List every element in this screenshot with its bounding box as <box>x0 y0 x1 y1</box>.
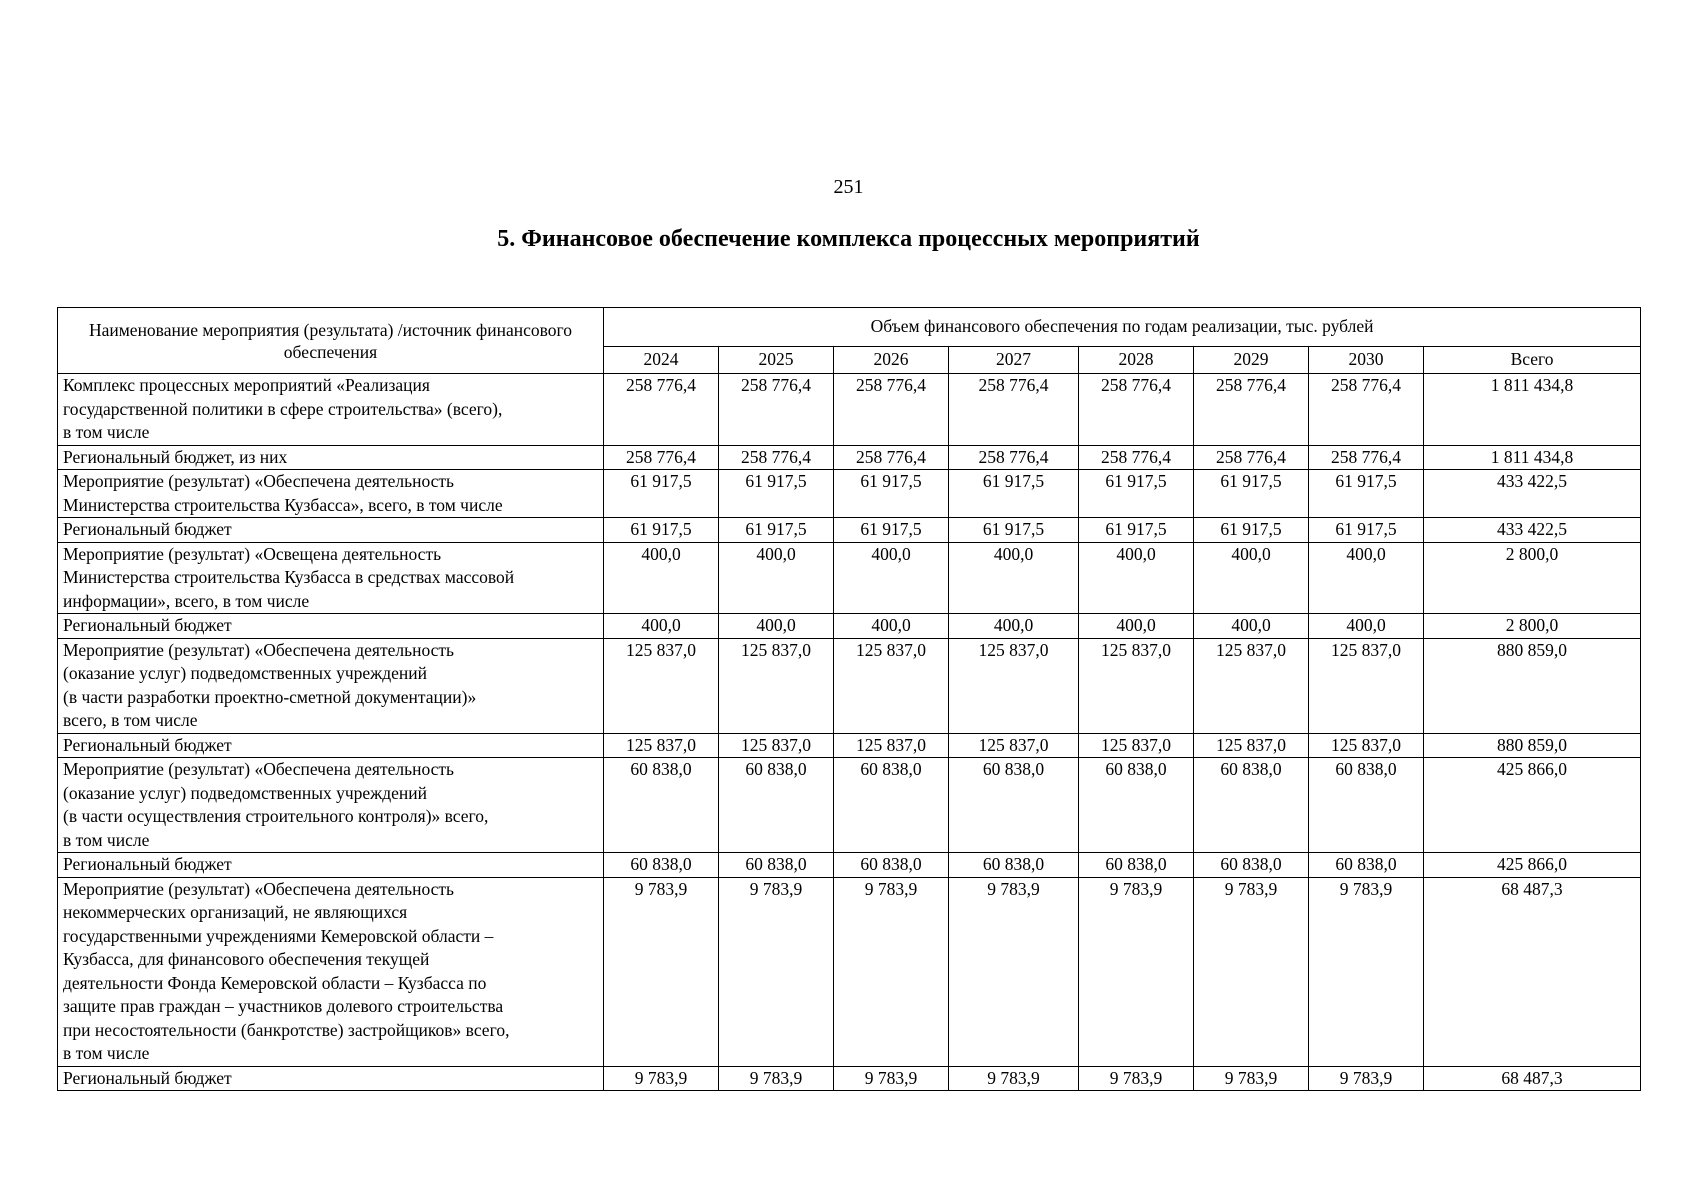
year-value-cell: 258 776,4 <box>604 445 719 470</box>
year-value-cell: 400,0 <box>1079 542 1194 614</box>
row-name-cell: Мероприятие (результат) «Обеспечена деятельность (оказание услуг) подведомственных учреждений (в части осуществления строительного контроля)» всего, в том числе <box>58 758 604 853</box>
table-row <box>58 1066 1641 1091</box>
name-column-header: Наименование мероприятия (результата) /источник финансового обеспечения <box>58 308 604 374</box>
total-value-cell: 2 800,0 <box>1424 542 1641 614</box>
year-value-cell: 9 783,9 <box>949 1066 1079 1091</box>
year-value-cell: 60 838,0 <box>834 853 949 878</box>
year-value-cell: 9 783,9 <box>1079 1066 1194 1091</box>
year-value-cell: 9 783,9 <box>1194 877 1309 1066</box>
year-value-cell: 9 783,9 <box>1079 877 1194 1066</box>
year-value-cell: 258 776,4 <box>1309 445 1424 470</box>
row-name-cell: Региональный бюджет <box>58 1066 604 1091</box>
year-column-header: 2027 <box>949 347 1079 374</box>
table-row <box>58 638 1641 733</box>
total-value-cell: 433 422,5 <box>1424 470 1641 518</box>
table-row <box>58 614 1641 639</box>
year-value-cell: 258 776,4 <box>719 445 834 470</box>
year-value-cell: 60 838,0 <box>1194 758 1309 853</box>
table-row <box>58 518 1641 543</box>
row-name-cell: Мероприятие (результат) «Освещена деятельность Министерства строительства Кузбасса в средствах массовой информации», всего, в том числе <box>58 542 604 614</box>
year-value-cell: 61 917,5 <box>1079 470 1194 518</box>
year-value-cell: 258 776,4 <box>1079 374 1194 446</box>
total-value-cell: 1 811 434,8 <box>1424 445 1641 470</box>
year-value-cell: 400,0 <box>1194 542 1309 614</box>
row-name-cell: Региональный бюджет, из них <box>58 445 604 470</box>
row-name-cell: Региональный бюджет <box>58 614 604 639</box>
year-value-cell: 258 776,4 <box>604 374 719 446</box>
year-value-cell: 258 776,4 <box>1079 445 1194 470</box>
year-value-cell: 258 776,4 <box>1194 374 1309 446</box>
table-row <box>58 542 1641 614</box>
year-value-cell: 60 838,0 <box>719 758 834 853</box>
year-column-header: 2025 <box>719 347 834 374</box>
year-value-cell: 400,0 <box>719 614 834 639</box>
year-column-header: 2026 <box>834 347 949 374</box>
year-value-cell: 61 917,5 <box>834 518 949 543</box>
table-row <box>58 853 1641 878</box>
total-value-cell: 880 859,0 <box>1424 638 1641 733</box>
year-value-cell: 400,0 <box>949 614 1079 639</box>
row-name-cell: Мероприятие (результат) «Обеспечена деятельность некоммерческих организаций, не являющихся государственными учреждениями Кемеровской области – Кузбасса, для финансового обеспечения текущей деятельности Фонда Кемеровской области – Кузбасса по защите прав граждан – участников долевого строительства при несостоятельности (банкротстве) застройщиков» всего, в том числе <box>58 877 604 1066</box>
year-value-cell: 125 837,0 <box>949 638 1079 733</box>
total-value-cell: 425 866,0 <box>1424 853 1641 878</box>
year-value-cell: 60 838,0 <box>1309 853 1424 878</box>
year-value-cell: 9 783,9 <box>719 877 834 1066</box>
year-value-cell: 61 917,5 <box>949 470 1079 518</box>
year-value-cell: 61 917,5 <box>1309 470 1424 518</box>
table-header <box>58 308 1641 374</box>
row-name-cell: Региональный бюджет <box>58 853 604 878</box>
year-value-cell: 400,0 <box>719 542 834 614</box>
row-name-cell: Мероприятие (результат) «Обеспечена деятельность Министерства строительства Кузбасса», всего, в том числе <box>58 470 604 518</box>
year-value-cell: 60 838,0 <box>604 853 719 878</box>
year-value-cell: 258 776,4 <box>949 445 1079 470</box>
year-value-cell: 9 783,9 <box>719 1066 834 1091</box>
total-column-header: Всего <box>1424 347 1641 374</box>
table-row <box>58 374 1641 446</box>
year-value-cell: 9 783,9 <box>1309 1066 1424 1091</box>
table-row <box>58 445 1641 470</box>
year-value-cell: 60 838,0 <box>834 758 949 853</box>
year-column-header: 2030 <box>1309 347 1424 374</box>
page-number: 251 <box>833 176 864 198</box>
year-value-cell: 61 917,5 <box>719 470 834 518</box>
total-value-cell: 2 800,0 <box>1424 614 1641 639</box>
total-value-cell: 433 422,5 <box>1424 518 1641 543</box>
financing-table <box>57 307 1641 1091</box>
year-column-header: 2024 <box>604 347 719 374</box>
year-value-cell: 61 917,5 <box>604 518 719 543</box>
year-value-cell: 9 783,9 <box>949 877 1079 1066</box>
year-value-cell: 258 776,4 <box>834 445 949 470</box>
year-value-cell: 400,0 <box>604 542 719 614</box>
year-value-cell: 258 776,4 <box>1309 374 1424 446</box>
year-value-cell: 125 837,0 <box>604 638 719 733</box>
year-value-cell: 61 917,5 <box>1079 518 1194 543</box>
row-name-cell: Региональный бюджет <box>58 518 604 543</box>
year-value-cell: 258 776,4 <box>949 374 1079 446</box>
year-value-cell: 125 837,0 <box>604 733 719 758</box>
year-value-cell: 125 837,0 <box>949 733 1079 758</box>
year-value-cell: 400,0 <box>1079 614 1194 639</box>
year-value-cell: 61 917,5 <box>1194 470 1309 518</box>
total-value-cell: 1 811 434,8 <box>1424 374 1641 446</box>
total-value-cell: 880 859,0 <box>1424 733 1641 758</box>
year-value-cell: 125 837,0 <box>1309 638 1424 733</box>
total-value-cell: 68 487,3 <box>1424 1066 1641 1091</box>
year-value-cell: 61 917,5 <box>949 518 1079 543</box>
year-value-cell: 60 838,0 <box>604 758 719 853</box>
year-value-cell: 60 838,0 <box>1079 758 1194 853</box>
table-row <box>58 877 1641 1066</box>
year-value-cell: 61 917,5 <box>719 518 834 543</box>
year-value-cell: 60 838,0 <box>949 758 1079 853</box>
year-value-cell: 125 837,0 <box>1079 733 1194 758</box>
year-value-cell: 125 837,0 <box>1079 638 1194 733</box>
year-value-cell: 400,0 <box>604 614 719 639</box>
year-column-header: 2029 <box>1194 347 1309 374</box>
year-value-cell: 400,0 <box>949 542 1079 614</box>
row-name-cell: Региональный бюджет <box>58 733 604 758</box>
year-value-cell: 258 776,4 <box>719 374 834 446</box>
year-value-cell: 61 917,5 <box>1309 518 1424 543</box>
year-column-header: 2028 <box>1079 347 1194 374</box>
row-name-cell: Мероприятие (результат) «Обеспечена деятельность (оказание услуг) подведомственных учреждений (в части разработки проектно-сметной документации)» всего, в том числе <box>58 638 604 733</box>
year-value-cell: 125 837,0 <box>719 638 834 733</box>
year-value-cell: 9 783,9 <box>604 1066 719 1091</box>
year-value-cell: 60 838,0 <box>1309 758 1424 853</box>
year-value-cell: 9 783,9 <box>1309 877 1424 1066</box>
year-value-cell: 61 917,5 <box>834 470 949 518</box>
volume-column-header: Объем финансового обеспечения по годам реализации, тыс. рублей <box>604 308 1641 347</box>
year-value-cell: 400,0 <box>1194 614 1309 639</box>
year-value-cell: 125 837,0 <box>1194 638 1309 733</box>
year-value-cell: 400,0 <box>834 614 949 639</box>
total-value-cell: 68 487,3 <box>1424 877 1641 1066</box>
total-value-cell: 425 866,0 <box>1424 758 1641 853</box>
table-body <box>58 374 1641 1091</box>
table-row <box>58 470 1641 518</box>
year-value-cell: 60 838,0 <box>949 853 1079 878</box>
year-value-cell: 258 776,4 <box>1194 445 1309 470</box>
year-value-cell: 9 783,9 <box>834 1066 949 1091</box>
table-row <box>58 758 1641 853</box>
year-value-cell: 9 783,9 <box>604 877 719 1066</box>
year-value-cell: 400,0 <box>834 542 949 614</box>
year-value-cell: 61 917,5 <box>1194 518 1309 543</box>
year-value-cell: 125 837,0 <box>1309 733 1424 758</box>
year-value-cell: 258 776,4 <box>834 374 949 446</box>
year-value-cell: 125 837,0 <box>719 733 834 758</box>
year-value-cell: 9 783,9 <box>834 877 949 1066</box>
row-name-cell: Комплекс процессных мероприятий «Реализация государственной политики в сфере строительства» (всего), в том числе <box>58 374 604 446</box>
year-value-cell: 125 837,0 <box>834 638 949 733</box>
year-value-cell: 400,0 <box>1309 542 1424 614</box>
year-value-cell: 125 837,0 <box>834 733 949 758</box>
year-value-cell: 60 838,0 <box>1079 853 1194 878</box>
year-value-cell: 400,0 <box>1309 614 1424 639</box>
year-value-cell: 60 838,0 <box>719 853 834 878</box>
year-value-cell: 9 783,9 <box>1194 1066 1309 1091</box>
section-title: 5. Финансовое обеспечение комплекса процессных мероприятий <box>497 226 1200 252</box>
year-value-cell: 125 837,0 <box>1194 733 1309 758</box>
year-value-cell: 60 838,0 <box>1194 853 1309 878</box>
table-row <box>58 733 1641 758</box>
year-value-cell: 61 917,5 <box>604 470 719 518</box>
